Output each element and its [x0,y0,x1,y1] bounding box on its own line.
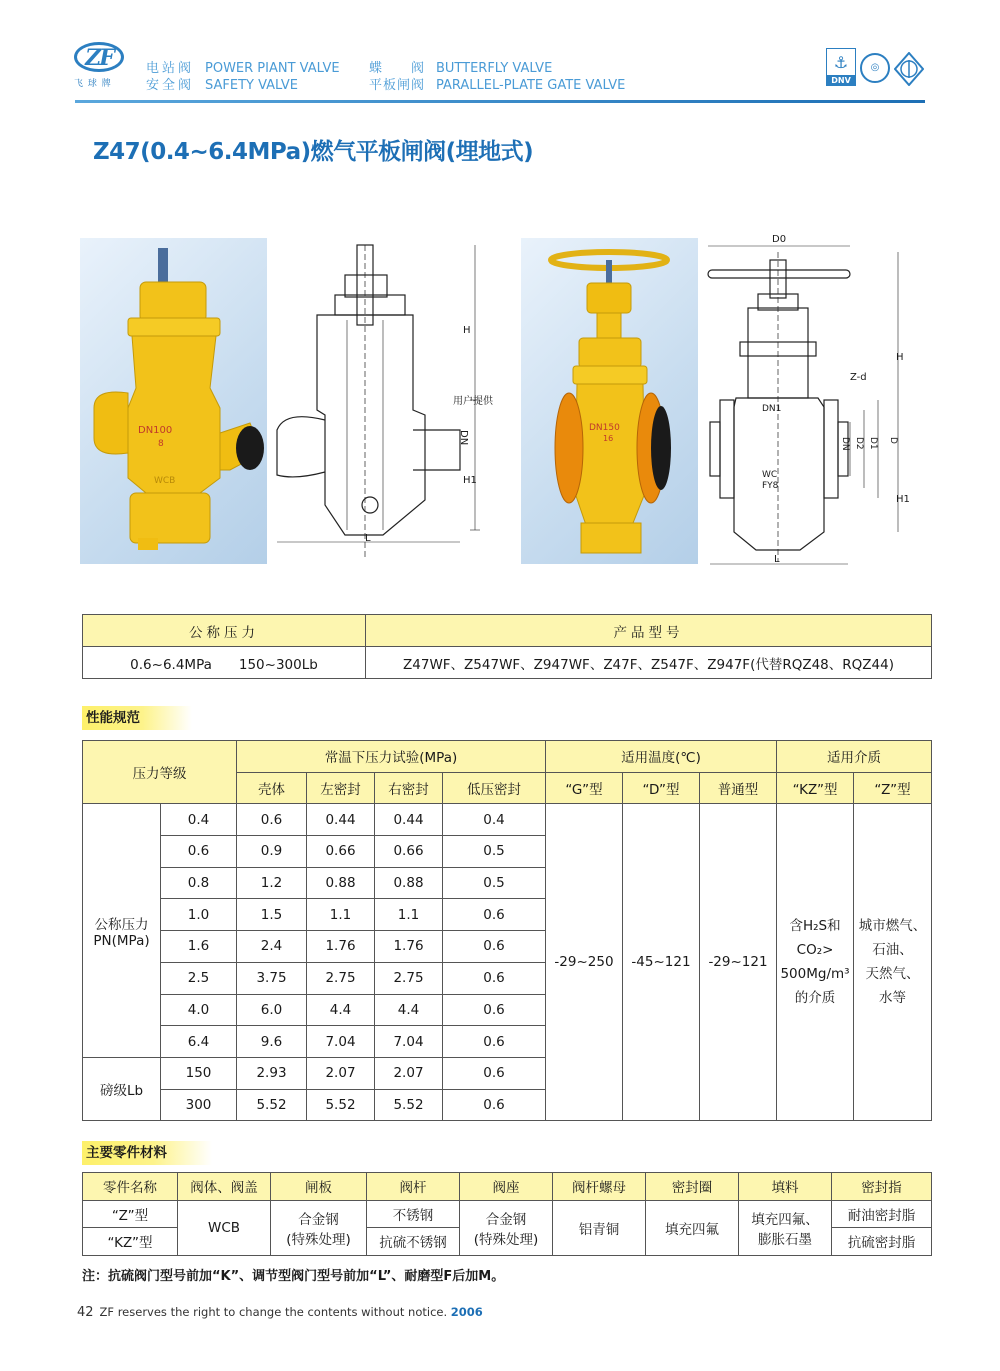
table-cell: 0.66 [375,836,443,868]
table-cell: 4.4 [375,994,443,1026]
table-cell: 5.52 [375,1089,443,1121]
temp-d-cell: -45~121 [623,804,700,1121]
dnv-cert-badge [826,48,856,86]
dimension-label: H1 [896,494,910,505]
header-col1-en [205,60,340,94]
table-cell: 2.5 [161,962,237,994]
subheader: “G”型 [546,772,623,804]
table-header: 阀杆螺母 [553,1173,646,1201]
table-cell: 1.2 [237,867,307,899]
table-cell: 0.6 [161,836,237,868]
table-cell: 1.5 [237,899,307,931]
table-cell: “Z”型 [83,1200,178,1228]
table-header: 公称压力 [83,615,366,647]
model-table [82,614,932,679]
header-pressure-grade: 压力等级 [83,741,237,804]
casting-mark: WCB [154,476,176,486]
table-cell: 0.6 [443,1057,546,1089]
table-header: 阀杆 [367,1173,460,1201]
subheader: 普通型 [700,772,777,804]
header-temperature: 适用温度(℃) [546,741,777,773]
section-heading: 主要零件材料 [82,1141,212,1165]
footer-year: 2006 [450,1305,483,1319]
header-item: 安全阀 [146,78,195,93]
subheader: 右密封 [375,772,443,804]
header-item: PARALLEL-PLATE GATE VALVE [436,78,626,93]
table-cell: 0.9 [237,836,307,868]
table-cell [460,1200,553,1255]
valve-photo-flanged [521,238,698,564]
table-cell: 抗硫密封脂 [832,1228,932,1256]
table-cell: 4.4 [307,994,375,1026]
table-cell: 0.66 [307,836,375,868]
table-header: 零件名称 [83,1173,178,1201]
section-heading: 性能规范 [82,706,192,730]
medium-z-cell [854,804,932,1121]
header-item: 平板闸阀 [369,78,426,93]
page-header [0,0,1000,104]
table-cell: 0.5 [443,836,546,868]
table-cell: 2.07 [307,1057,375,1089]
group-label-pn: 公称压力PN(MPa) [83,804,161,1058]
dimension-label: H1 [463,475,477,486]
table-cell: 耐油密封脂 [832,1200,932,1228]
medium-line: 的介质 [794,990,836,1007]
certification-seal-icon: ◎ [860,53,890,83]
table-cell: 0.6~6.4MPa 150~300Lb [83,647,366,679]
casting-mark: 16 [603,434,614,443]
table-cell: 0.6 [443,931,546,963]
temp-normal-cell: -29~121 [700,804,777,1121]
table-cell: 0.44 [307,804,375,836]
table-cell: 填充四氟 [646,1200,739,1255]
table-cell: 9.6 [237,1026,307,1058]
cell-line: 合金钢 [298,1211,339,1228]
anchor-icon: ⚓ [833,52,849,72]
table-cell: 0.88 [375,867,443,899]
table-cell: 4.0 [161,994,237,1026]
table-cell: 2.93 [237,1057,307,1089]
table-cell: 铝青铜 [553,1200,646,1255]
table-cell: 0.4 [443,804,546,836]
header-pressure-test: 常温下压力试验(MPa) [237,741,546,773]
table-cell [739,1200,832,1255]
valve-photo-buried [80,238,267,564]
header-item: SAFETY VALVE [205,78,298,93]
table-cell: “KZ”型 [83,1228,178,1256]
dimension-label: WC [762,470,778,480]
page-footer [77,1305,483,1320]
table-cell: 6.0 [237,994,307,1026]
dimension-label: L [365,533,371,544]
section-drawing-buried [265,240,510,565]
page-number: 42 [77,1305,94,1320]
cell-line: 合金钢 [485,1211,527,1228]
table-cell: 0.6 [443,899,546,931]
header-medium: 适用介质 [777,741,932,773]
cell-line: (特殊处理) [473,1231,539,1248]
table-cell: 2.4 [237,931,307,963]
table-row [83,1200,932,1228]
subheader: “Z”型 [854,772,932,804]
subheader: 低压密封 [443,772,546,804]
dimension-label: D [888,437,898,444]
table-cell: WCB [178,1200,271,1255]
company-logo [70,42,128,92]
header-col1-cn [146,60,194,94]
table-cell: Z47WF、Z547WF、Z947WF、Z47F、Z547F、Z947F(代替RQZ48、RQZ44) [366,647,932,679]
table-cell: 7.04 [307,1026,375,1058]
table-header: 阀体、阀盖 [178,1173,271,1201]
dimension-label: L [774,554,780,565]
medium-line: 水等 [879,990,907,1007]
header-item: 蝶 阀 [369,61,426,76]
table-cell: 0.44 [375,804,443,836]
dimension-label: D0 [772,234,787,245]
medium-line: 石油、 [872,942,913,959]
table-cell: 150 [161,1057,237,1089]
table-cell [271,1200,367,1255]
table-cell: 1.1 [307,899,375,931]
group-label-lb: 磅级Lb [83,1057,161,1120]
table-header: 密封圈 [646,1173,739,1201]
dimension-label: 用户提供 [453,396,493,407]
medium-line: 500Mg/m³ [780,966,850,983]
table-cell: 1.0 [161,899,237,931]
casting-mark: DN150 [589,423,620,433]
table-cell: 2.07 [375,1057,443,1089]
page-title: Z47(0.4~6.4MPa)燃气平板闸阀(埋地式) [93,139,534,165]
dimension-label: FY8 [762,481,779,491]
table-cell: 不锈钢 [367,1200,460,1228]
materials-table [82,1172,932,1256]
table-cell: 3.75 [237,962,307,994]
performance-spec-table [82,740,932,1121]
table-cell: 1.76 [375,931,443,963]
table-cell: 300 [161,1089,237,1121]
table-row [83,804,932,836]
medium-line: 天然气、 [865,966,920,983]
footer-disclaimer: ZF reserves the right to change the contents without notice. [99,1305,448,1319]
table-cell: 1.76 [307,931,375,963]
table-cell: 0.4 [161,804,237,836]
table-cell: 5.52 [307,1089,375,1121]
table-cell: 0.88 [307,867,375,899]
table-header: 填料 [739,1173,832,1201]
dimension-label: H [896,352,904,363]
header-col2-cn [369,60,425,94]
table-cell: 0.6 [443,962,546,994]
table-header: 密封指 [832,1173,932,1201]
header-rule [75,100,925,103]
table-cell: 5.52 [237,1089,307,1121]
casting-mark: 8 [158,439,164,449]
dimension-label: H [463,325,471,336]
table-cell: 2.75 [375,962,443,994]
logo-letters: ZF [85,45,113,71]
dimension-label: D1 [868,437,878,450]
header-col2-en [436,60,625,94]
medium-line: 含H₂S和 [789,918,841,935]
cell-line: (特殊处理) [286,1231,351,1248]
table-cell: 0.6 [237,804,307,836]
subheader: 壳体 [237,772,307,804]
medium-kz-cell [777,804,854,1121]
table-header: 闸板 [271,1173,367,1201]
footnote: 注：抗硫阀门型号前加“K”、调节型阀门型号前加“L”、耐磨型F后加M。 [82,1269,505,1284]
table-cell: 抗硫不锈钢 [367,1228,460,1256]
header-item: POWER PIANT VALVE [205,61,340,76]
table-cell: 0.5 [443,867,546,899]
table-cell: 1.1 [375,899,443,931]
table-cell: 0.6 [443,1089,546,1121]
table-cell: 0.8 [161,867,237,899]
table-cell: 0.6 [443,994,546,1026]
header-item: 电站阀 [146,61,195,76]
table-cell: 2.75 [307,962,375,994]
subheader: “D”型 [623,772,700,804]
table-cell: 7.04 [375,1026,443,1058]
medium-line: 城市燃气、 [858,918,927,935]
medium-line: CO₂> [796,942,834,959]
subheader: 左密封 [307,772,375,804]
logo-subtext: 飞 球 牌 [74,79,112,89]
section-drawing-flanged [700,232,925,572]
dimension-label: D2 [854,437,864,450]
temp-g-cell: -29~250 [546,804,623,1121]
dimension-label: DN1 [762,404,782,414]
header-item: BUTTERFLY VALVE [436,61,553,76]
subheader: “KZ”型 [777,772,854,804]
dimension-label: DN [458,430,469,446]
table-cell: 6.4 [161,1026,237,1058]
table-header: 阀座 [460,1173,553,1201]
cell-line: 膨胀石墨 [758,1231,812,1248]
table-header: 产品型号 [366,615,932,647]
dnv-label: DNV [827,75,855,86]
api-monogram-icon [894,52,924,86]
casting-mark: DN100 [138,425,173,436]
table-cell: 0.6 [443,1026,546,1058]
table-cell: 1.6 [161,931,237,963]
dimension-label: DN [840,437,850,451]
cell-line: 填充四氟、 [751,1211,819,1228]
dimension-label: Z-d [850,372,867,383]
